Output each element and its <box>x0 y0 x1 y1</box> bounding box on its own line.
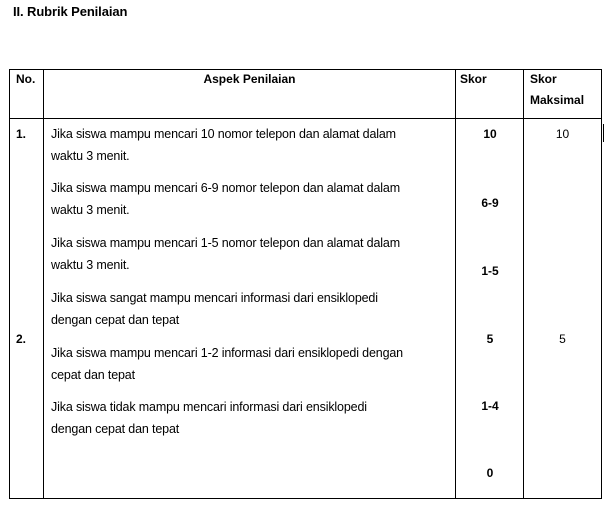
score-value: 5 <box>486 332 494 346</box>
header-skor-maksimal-1: Skor <box>530 72 557 86</box>
aspect-item <box>51 396 456 440</box>
max-score: 5 <box>559 332 566 346</box>
aspect-text-line: dengan cepat dan tepat <box>51 422 180 436</box>
rubric-table <box>9 69 602 499</box>
header-divider <box>10 118 601 119</box>
header-skor-maksimal-2: Maksimal <box>530 93 585 107</box>
aspect-text-line: waktu 3 menit. <box>51 258 130 272</box>
score-value: 10 <box>483 127 497 141</box>
aspect-item <box>51 342 456 386</box>
aspect-text-line: Jika siswa mampu mencari 10 nomor telepon dan alamat dalam <box>51 127 396 141</box>
header-no: No. <box>16 72 36 86</box>
aspect-text-line: Jika siswa tidak mampu mencari informasi dari ensiklopedi <box>51 400 367 414</box>
aspect-item <box>51 123 456 167</box>
aspect-text-line: waktu 3 menit. <box>51 203 130 217</box>
max-score: 10 <box>555 127 570 141</box>
aspect-text-line: Jika siswa mampu mencari 1-2 informasi dari ensiklopedi dengan <box>51 346 403 360</box>
row-number: 1. <box>16 127 27 141</box>
score-value: 6-9 <box>481 196 499 210</box>
aspect-text-line: waktu 3 menit. <box>51 149 130 163</box>
score-value: 1-5 <box>481 264 499 278</box>
header-skor: Skor <box>460 72 487 86</box>
score-value: 1-4 <box>481 399 499 413</box>
aspect-text-line: Jika siswa mampu mencari 1-5 nomor telepon dan alamat dalam <box>51 236 400 250</box>
text-cursor <box>603 124 604 142</box>
aspect-item <box>51 287 456 331</box>
aspect-text-line: Jika siswa sangat mampu mencari informasi dari ensiklopedi <box>51 291 378 305</box>
aspect-text-line: cepat dan tepat <box>51 368 135 382</box>
row-number: 2. <box>16 332 27 346</box>
aspect-text-line: dengan cepat dan tepat <box>51 313 180 327</box>
aspect-item <box>51 177 456 221</box>
aspect-text-line: Jika siswa mampu mencari 6-9 nomor telepon dan alamat dalam <box>51 181 400 195</box>
column-divider <box>43 70 44 498</box>
score-value: 0 <box>486 466 494 480</box>
section-title: II. Rubrik Penilaian <box>13 4 128 19</box>
header-aspek: Aspek Penilaian <box>203 72 296 86</box>
aspect-item <box>51 232 456 276</box>
